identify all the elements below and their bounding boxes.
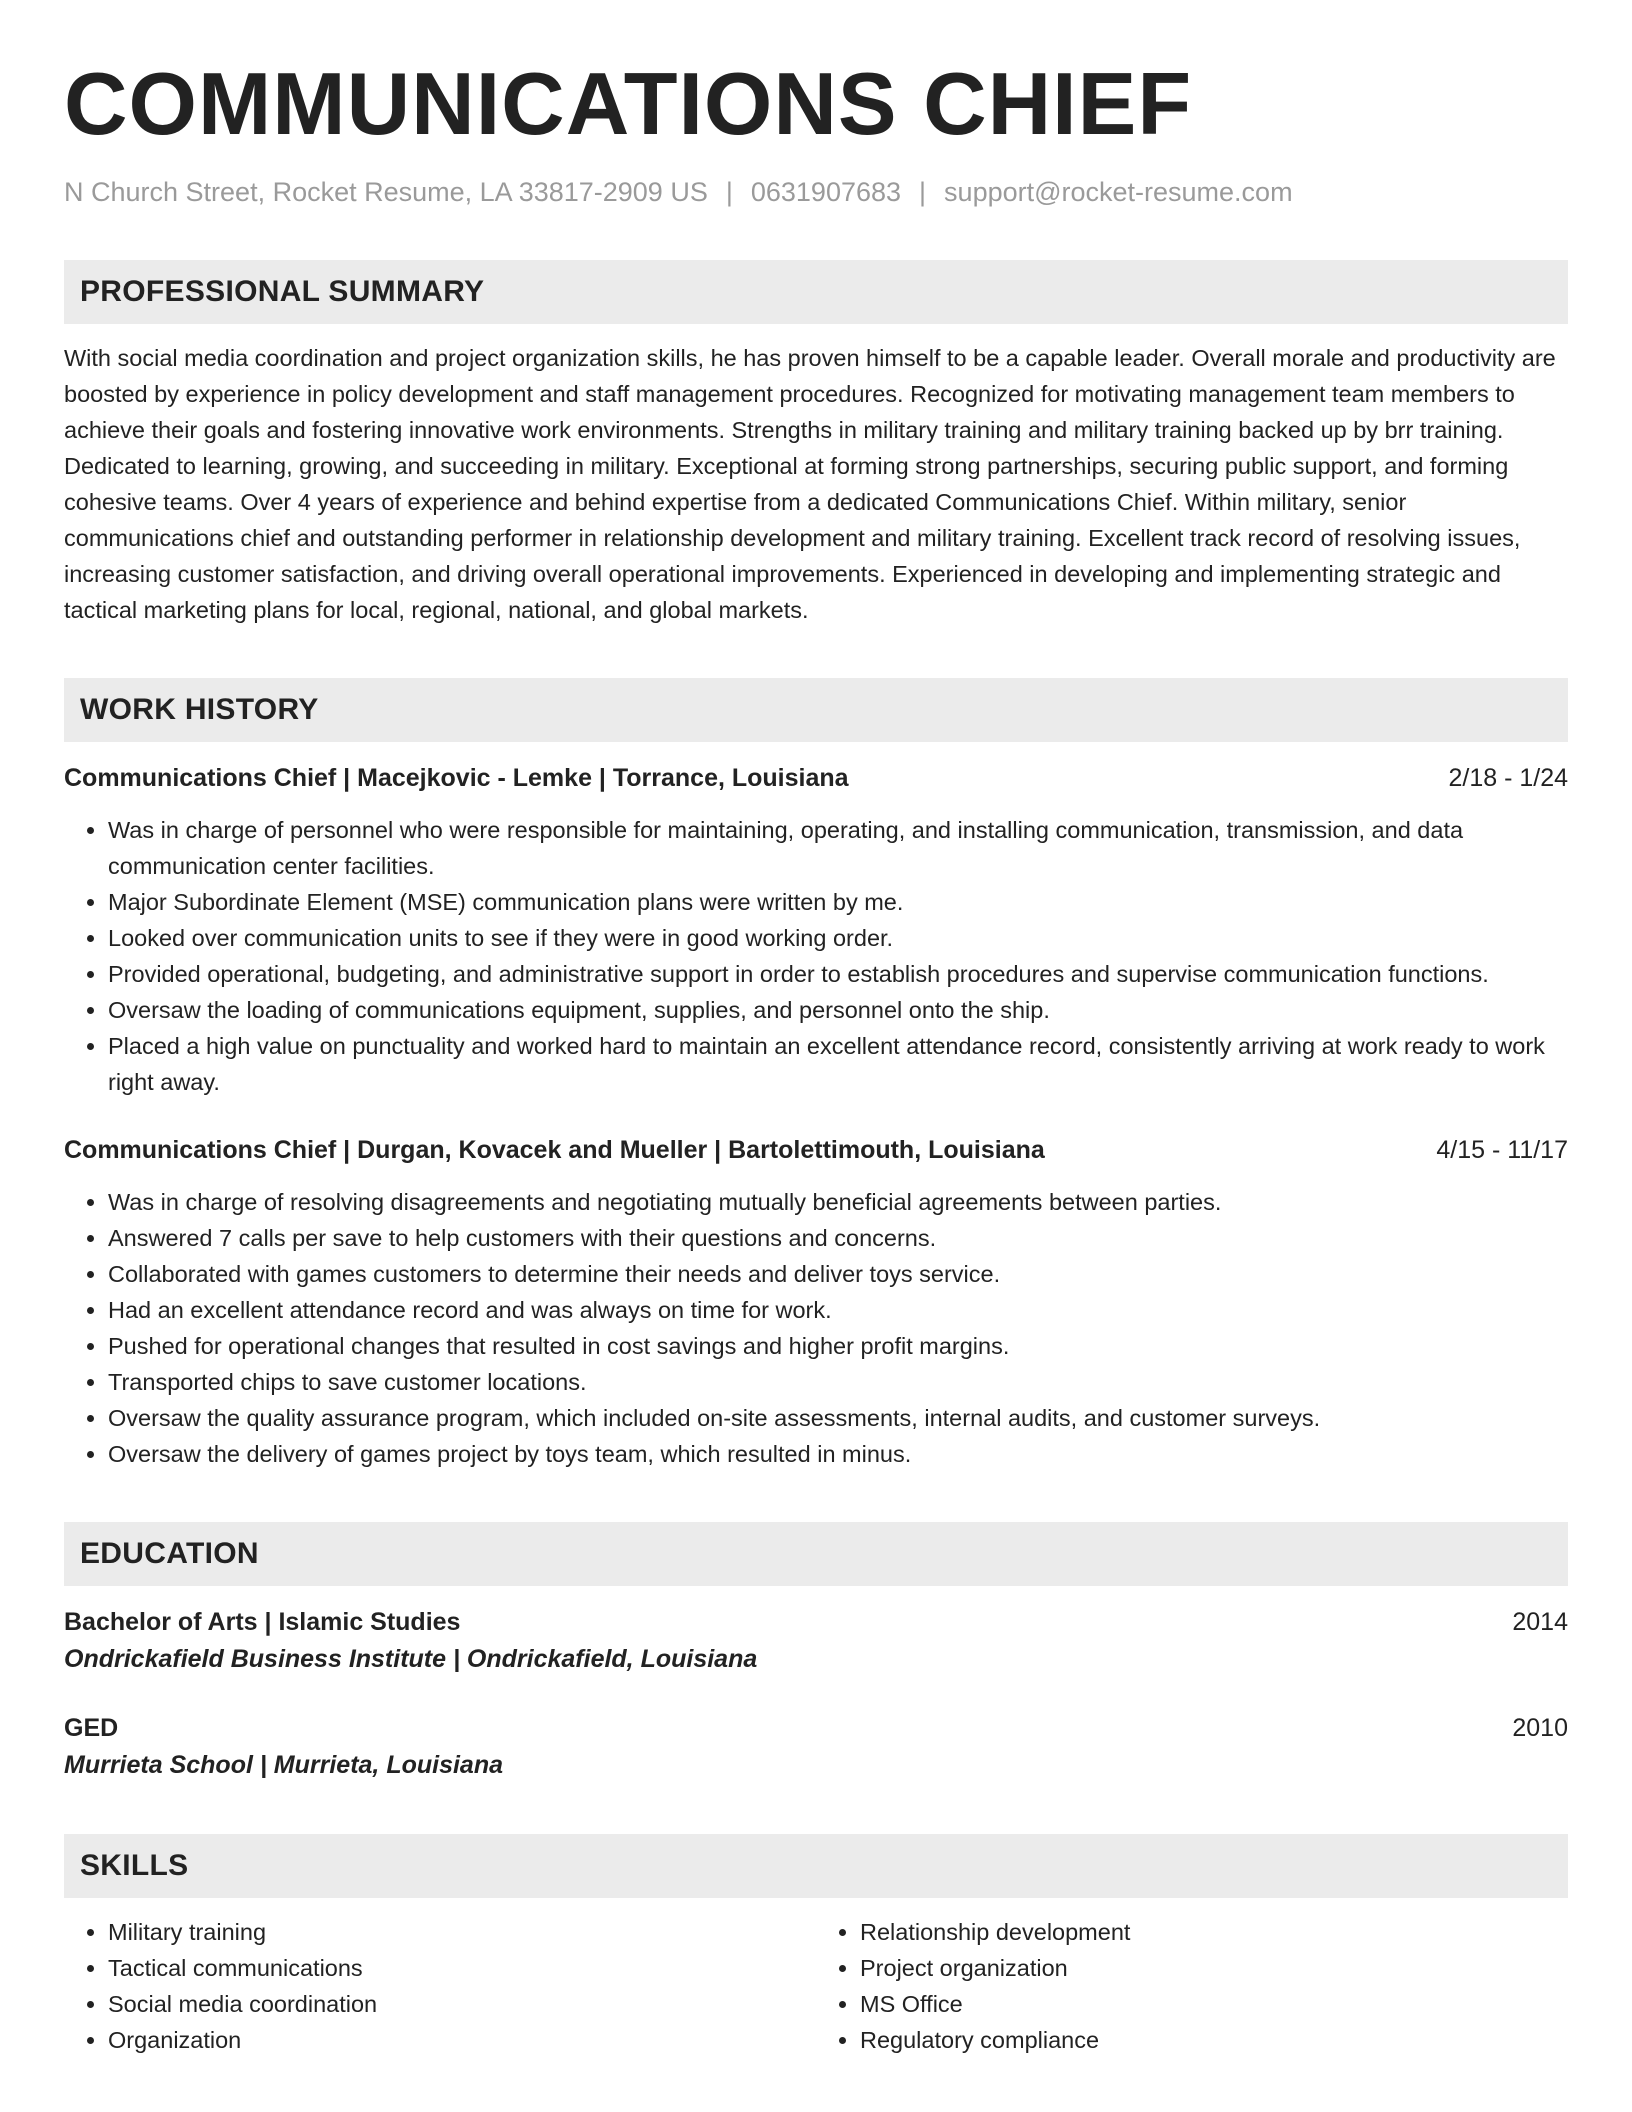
job-header-row	[64, 1132, 1568, 1168]
job-bullet: • Looked over communication units to see if they were in good working order.	[108, 920, 1568, 956]
education-header-row	[64, 1710, 1568, 1746]
education-header-row	[64, 1604, 1568, 1640]
job-entry	[64, 760, 1568, 1100]
job-bullet: • Provided operational, budgeting, and administrative support in order to establish procedures and supervise communication functions.	[108, 956, 1568, 992]
skills-column-right	[816, 1914, 1568, 2058]
skills-heading: SKILLS	[80, 1849, 189, 1882]
job-bullet: • Transported chips to save customer locations.	[108, 1364, 1568, 1400]
contact-separator: |	[725, 177, 733, 207]
job-bullet: • Collaborated with games customers to determine their needs and deliver toys service.	[108, 1256, 1568, 1292]
skill-item: • Organization	[108, 2022, 816, 2058]
skills-list	[64, 1914, 1568, 2058]
education-year: 2010	[1512, 1714, 1568, 1742]
job-header-row	[64, 760, 1568, 796]
summary-heading: PROFESSIONAL SUMMARY	[80, 275, 485, 308]
resume-name: COMMUNICATIONS CHIEF	[64, 54, 1193, 153]
job-bullet: • Major Subordinate Element (MSE) communication plans were written by me.	[108, 884, 1568, 920]
education-entry	[64, 1604, 1568, 1678]
job-bullet: • Was in charge of personnel who were responsible for maintaining, operating, and installing communication, transmission, and data communication center facilities.	[108, 812, 1568, 884]
skills-column-left	[64, 1914, 816, 2058]
job-bullets	[64, 812, 1568, 1100]
job-bullet: • Had an excellent attendance record and was always on time for work.	[108, 1292, 1568, 1328]
contact-line	[64, 174, 1568, 210]
skill-item: • Relationship development	[860, 1914, 1568, 1950]
job-bullet: • Was in charge of resolving disagreements and negotiating mutually beneficial agreements between parties.	[108, 1184, 1568, 1220]
contact-email[interactable]: support@rocket-resume.com	[944, 177, 1293, 207]
skill-item: • MS Office	[860, 1986, 1568, 2022]
work-heading: WORK HISTORY	[80, 693, 319, 726]
job-bullet: • Placed a high value on punctuality and worked hard to maintain an excellent attendance record, consistently arriving at work ready to work right away.	[108, 1028, 1568, 1100]
education-year: 2014	[1512, 1608, 1568, 1636]
job-bullet: • Oversaw the quality assurance program, which included on-site assessments, internal audits, and customer surveys.	[108, 1400, 1568, 1436]
job-entry	[64, 1132, 1568, 1472]
skill-item: • Regulatory compliance	[860, 2022, 1568, 2058]
job-title: Communications Chief | Macejkovic - Lemke | Torrance, Louisiana	[64, 764, 849, 792]
summary-section-header	[64, 260, 1568, 324]
job-bullet: • Oversaw the loading of communications equipment, supplies, and personnel onto the ship.	[108, 992, 1568, 1028]
contact-address: N Church Street, Rocket Resume, LA 33817-2909 US	[64, 177, 708, 207]
education-entry	[64, 1710, 1568, 1784]
job-bullet: • Pushed for operational changes that resulted in cost savings and higher profit margins.	[108, 1328, 1568, 1364]
skill-item: • Project organization	[860, 1950, 1568, 1986]
education-degree: Bachelor of Arts | Islamic Studies	[64, 1608, 461, 1636]
contact-separator: |	[919, 177, 927, 207]
job-dates: 4/15 - 11/17	[1436, 1136, 1568, 1164]
education-school: Murrieta School | Murrieta, Louisiana	[64, 1751, 504, 1779]
contact-phone: 0631907683	[750, 177, 902, 207]
skills-section-header	[64, 1834, 1568, 1898]
job-title: Communications Chief | Durgan, Kovacek and Mueller | Bartolettimouth, Louisiana	[64, 1136, 1045, 1164]
skill-item: • Military training	[108, 1914, 816, 1950]
job-bullet: • Answered 7 calls per save to help customers with their questions and concerns.	[108, 1220, 1568, 1256]
job-bullets	[64, 1184, 1568, 1472]
education-heading: EDUCATION	[80, 1537, 259, 1570]
summary-text: With social media coordination and project organization skills, he has proven himself to be a capable leader. Overall morale and productivity are boosted by experience in policy development and staff management procedures. Recognized for motivating management team members to achieve their goals and fostering innovative work environments. Strengths in military training and military training backed up by brr training. Dedicated to learning, growing, and succeeding in military. Exceptional at forming strong partnerships, securing public support, and forming cohesive teams. Over 4 years of experience and behind expertise from a dedicated Communications Chief. Within military, senior communications chief and outstanding performer in relationship development and military training. Excellent track record of resolving issues, increasing customer satisfaction, and driving overall operational improvements. Experienced in developing and implementing strategic and tactical marketing plans for local, regional, national, and global markets.	[64, 345, 1556, 623]
skill-item: • Tactical communications	[108, 1950, 816, 1986]
job-dates: 2/18 - 1/24	[1448, 764, 1568, 792]
work-section-header	[64, 678, 1568, 742]
skill-item: • Social media coordination	[108, 1986, 816, 2022]
education-section-header	[64, 1522, 1568, 1586]
education-degree: GED	[64, 1714, 119, 1742]
job-bullet: • Oversaw the delivery of games project by toys team, which resulted in minus.	[108, 1436, 1568, 1472]
education-school: Ondrickafield Business Institute | Ondrickafield, Louisiana	[64, 1645, 758, 1673]
